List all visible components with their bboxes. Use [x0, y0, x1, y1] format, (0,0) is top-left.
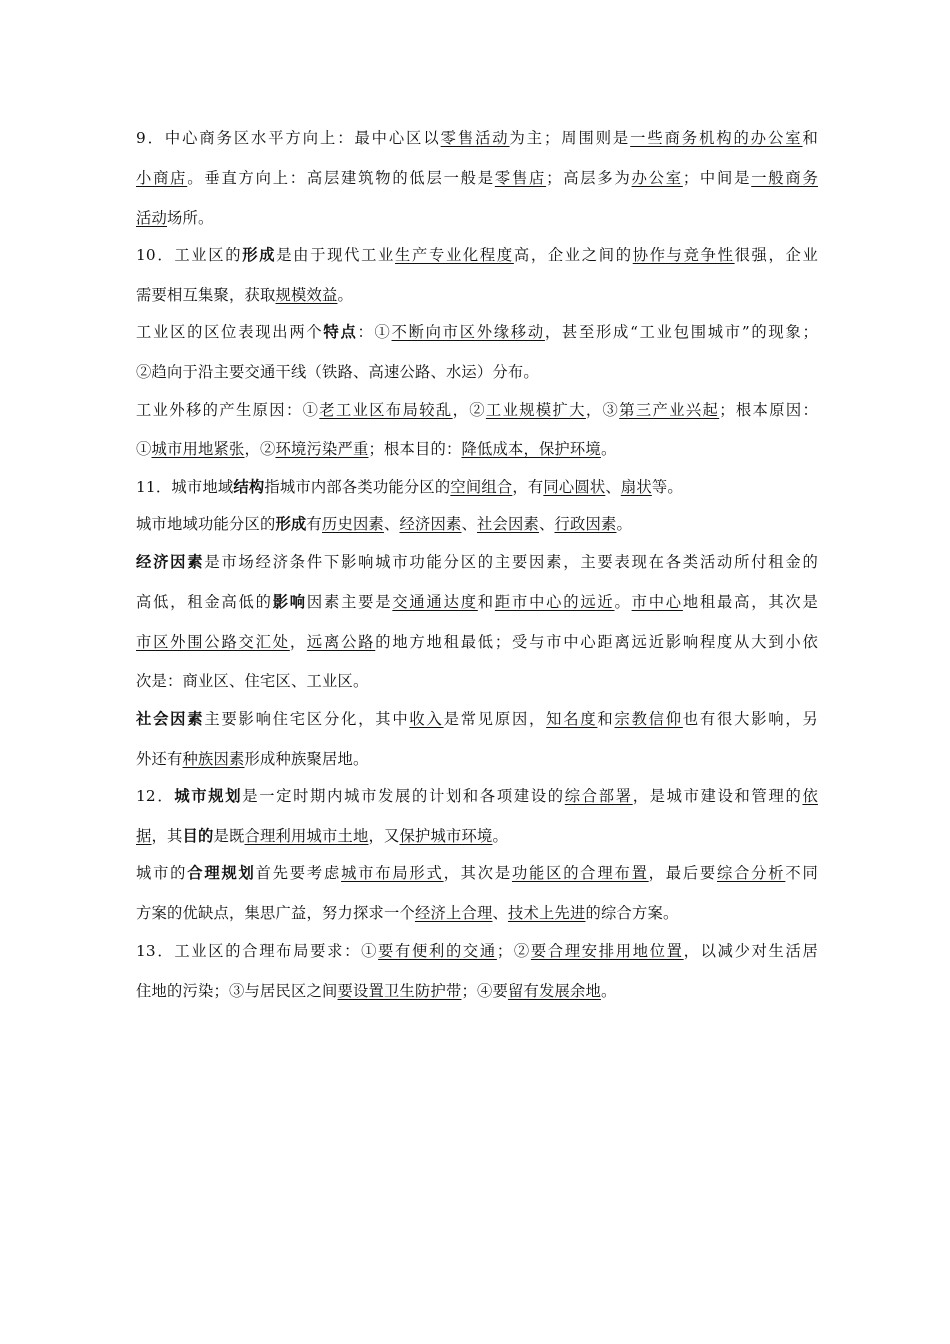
underlined-key-phrase: 行政因素	[554, 515, 617, 534]
bold-term: 形成	[242, 246, 277, 265]
text-line	[136, 201, 818, 239]
underlined-key-phrase: 同心圆状	[543, 477, 606, 496]
paragraph	[136, 507, 818, 545]
paragraph	[136, 121, 818, 238]
underlined-key-phrase: 合理利用城市土地	[244, 826, 369, 845]
text-run: ；④要	[461, 981, 508, 1000]
text-run: 12．	[136, 787, 175, 806]
text-run: 工业区的区位表现出两个	[136, 323, 324, 342]
bold-term: 城市规划	[174, 787, 243, 806]
paragraph	[136, 470, 818, 508]
text-run: 是常见原因，	[443, 709, 547, 728]
text-run: 。垂直方向上：高层建筑物的低层一般是	[187, 168, 495, 187]
text-line	[136, 974, 818, 1012]
text-line	[136, 545, 818, 585]
text-line	[136, 161, 818, 201]
text-run: 。	[600, 981, 617, 1000]
underlined-key-phrase: 要有便利的交通	[378, 941, 497, 960]
text-run: 工业外移的产生原因：①	[136, 400, 320, 419]
underlined-key-phrase: 一些商务机构的办公室	[630, 129, 803, 147]
underlined-key-phrase: 距市中心的远近	[494, 592, 615, 611]
text-run: ，是城市建设和管理的	[632, 787, 803, 806]
text-run: 。	[614, 592, 632, 611]
underlined-key-phrase: 远离公路	[306, 632, 376, 651]
underlined-key-phrase: 要设置卫生防护带	[337, 981, 462, 1000]
text-run: 不同	[785, 864, 818, 883]
text-run: 9．中心商务区水平方向上：最中心区以	[136, 129, 441, 147]
paragraph	[136, 315, 818, 392]
underlined-key-phrase: 零售店	[494, 168, 547, 187]
text-run: 主要影响住宅区分化，其中	[204, 709, 410, 728]
underlined-key-phrase: 降低成本，保护环境	[461, 440, 601, 459]
underlined-key-phrase: 依	[802, 787, 818, 806]
text-run: 为主；周围则是	[509, 129, 631, 147]
text-run: 和	[477, 592, 495, 611]
underlined-key-phrase: 市区外围公路交汇处	[136, 632, 290, 651]
text-line	[136, 702, 818, 742]
underlined-key-phrase: 工业规模扩大	[485, 400, 586, 419]
text-line	[136, 355, 818, 393]
paragraph	[136, 934, 818, 1011]
text-run: ；根本原因：	[719, 400, 819, 419]
text-run: 场所。	[167, 208, 214, 227]
text-run: ，最后要	[648, 864, 718, 883]
paragraph	[136, 545, 818, 702]
underlined-key-phrase: 协作与竞争性	[632, 246, 735, 265]
underlined-key-phrase: 功能区的合理布置	[511, 864, 649, 883]
paragraph	[136, 779, 818, 856]
text-run: ，甚至形成“工业包围城市”的现象；	[544, 323, 819, 342]
text-run: 。	[616, 515, 632, 534]
underlined-key-phrase: 收入	[409, 709, 444, 728]
underlined-key-phrase: 综合分析	[717, 864, 786, 883]
underlined-key-phrase: 留有发展余地	[507, 981, 601, 1000]
text-run: ；根本目的：	[368, 440, 462, 459]
text-line	[136, 934, 818, 974]
underlined-key-phrase: 零售活动	[440, 129, 510, 147]
underlined-key-phrase: 环境污染严重	[275, 440, 369, 459]
text-line	[136, 238, 818, 278]
text-line	[136, 470, 818, 508]
text-run: 13．工业区的合理布局要求：①	[136, 941, 379, 960]
underlined-key-phrase: 规模效益	[275, 285, 338, 304]
text-run: ②趋向于沿主要交通干线（铁路、高速公路、水运）分布。	[136, 363, 539, 382]
text-run: 地租最高，其次是	[682, 592, 818, 611]
text-run: 等。	[651, 477, 683, 496]
text-line	[136, 625, 818, 665]
underlined-key-phrase: 市中心	[631, 592, 683, 611]
underlined-key-phrase: 小商店	[136, 168, 188, 187]
underlined-key-phrase: 第三产业兴起	[619, 400, 720, 419]
underlined-key-phrase: 宗教信仰	[614, 709, 683, 728]
text-run: ，③	[585, 400, 620, 419]
bold-term: 经济因素	[136, 552, 205, 571]
text-run: 住地的污染；③与居民区之间	[136, 981, 338, 1000]
text-run: ；高层多为	[546, 168, 632, 187]
text-run: ，②	[244, 440, 276, 459]
underlined-key-phrase: 交通通达度	[392, 592, 478, 611]
underlined-key-phrase: 经济上合理	[414, 904, 493, 923]
paragraph	[136, 238, 818, 315]
text-run: ：①	[357, 323, 392, 342]
bold-term: 特点	[323, 323, 358, 342]
text-line	[136, 507, 818, 545]
text-run: 和	[802, 129, 818, 147]
text-run: ，	[289, 632, 307, 651]
underlined-key-phrase: 历史因素	[321, 515, 384, 534]
underlined-key-phrase: 活动	[136, 208, 167, 227]
text-run: ，以减少对生活居	[683, 941, 818, 960]
underlined-key-phrase: 老工业区布局较乱	[319, 400, 453, 419]
underlined-key-phrase: 空间组合	[450, 477, 513, 496]
underlined-key-phrase: 城市用地紧张	[151, 440, 245, 459]
text-run: 是一定时期内城市发展的计划和各项建设的	[242, 787, 565, 806]
text-line	[136, 896, 818, 934]
text-run: 、	[383, 515, 400, 534]
text-run: ，其	[151, 826, 183, 845]
text-run: 、	[538, 515, 555, 534]
bold-term: 合理规划	[187, 864, 256, 883]
underlined-key-phrase: 扇状	[620, 477, 652, 496]
underlined-key-phrase: 要合理安排用地位置	[530, 941, 684, 960]
bold-term: 影响	[272, 592, 307, 611]
text-run: 是由于现代工业	[276, 246, 396, 265]
text-run: 有	[306, 515, 322, 534]
text-run: 需要相互集聚，获取	[136, 285, 276, 304]
text-run: 是市场经济条件下影响城市功能分区的主要因素，主要表现在各类活动所付租金的	[204, 552, 818, 571]
underlined-key-phrase: 城市布局形式	[341, 864, 444, 883]
text-run: 次是：商业区、住宅区、工业区。	[136, 672, 369, 691]
text-run: 城市的	[136, 864, 188, 883]
text-run: 11．城市地域	[136, 477, 234, 496]
text-run: 。	[492, 826, 508, 845]
text-line	[136, 664, 818, 702]
text-run: 因素主要是	[306, 592, 393, 611]
text-run: ，有	[512, 477, 544, 496]
text-run: 高低，租金高低的	[136, 592, 273, 611]
bold-term: 社会因素	[136, 709, 205, 728]
text-line	[136, 742, 818, 780]
underlined-key-phrase: 种族因素	[182, 749, 245, 768]
underlined-key-phrase: 不断向市区外缘移动	[391, 323, 545, 342]
text-run: ；中间是	[682, 168, 752, 187]
text-run: 方案的优缺点，集思广益，努力探求一个	[136, 904, 415, 923]
text-run: 指城市内部各类功能分区的	[264, 477, 451, 496]
text-run: 10．工业区的	[136, 246, 243, 265]
text-run: 的综合方案。	[585, 904, 679, 923]
text-run: ，②	[452, 400, 486, 419]
underlined-key-phrase: 技术上先进	[507, 904, 586, 923]
paragraph	[136, 702, 818, 779]
text-run: 、	[492, 904, 508, 923]
text-run: 很强，企业	[734, 246, 818, 265]
text-line	[136, 819, 818, 857]
document-page	[136, 121, 818, 1011]
underlined-key-phrase: 经济因素	[399, 515, 462, 534]
paragraph	[136, 393, 818, 470]
text-line	[136, 856, 818, 896]
text-run: 城市地域功能分区的	[136, 515, 276, 534]
underlined-key-phrase: 生产专业化程度	[395, 246, 514, 265]
text-line	[136, 278, 818, 316]
text-line	[136, 432, 818, 470]
text-run: ，其次是	[443, 864, 512, 883]
text-line	[136, 393, 818, 433]
underlined-key-phrase: 据	[136, 826, 152, 845]
text-run: 外还有	[136, 749, 183, 768]
text-run: 和	[597, 709, 615, 728]
bold-term: 目的	[182, 826, 214, 845]
underlined-key-phrase: 社会因素	[476, 515, 539, 534]
text-run: 高，企业之间的	[513, 246, 633, 265]
underlined-key-phrase: 综合部署	[564, 787, 633, 806]
text-run: 。	[337, 285, 353, 304]
text-run: 。	[600, 440, 617, 459]
underlined-key-phrase: 办公室	[631, 168, 683, 187]
underlined-key-phrase: 一般商务	[751, 168, 818, 187]
text-run: ①	[136, 440, 152, 459]
text-run: 也有很大影响，另	[682, 709, 818, 728]
text-line	[136, 585, 818, 625]
text-run: 首先要考虑	[255, 864, 342, 883]
text-run: ，又	[368, 826, 400, 845]
text-run: 、	[605, 477, 621, 496]
text-run: 、	[461, 515, 477, 534]
paragraph	[136, 856, 818, 933]
text-run: 的地方地租最低；受与市中心距离远近影响程度从大到小依	[375, 632, 818, 651]
text-line	[136, 121, 818, 161]
text-line	[136, 315, 818, 355]
text-line	[136, 779, 818, 819]
bold-term: 形成	[275, 515, 307, 534]
text-run: 是既	[213, 826, 245, 845]
underlined-key-phrase: 知名度	[546, 709, 598, 728]
text-run: 形成种族聚居地。	[244, 749, 369, 768]
underlined-key-phrase: 保护城市环境	[399, 826, 493, 845]
bold-term: 结构	[233, 477, 265, 496]
text-run: ；②	[496, 941, 531, 960]
